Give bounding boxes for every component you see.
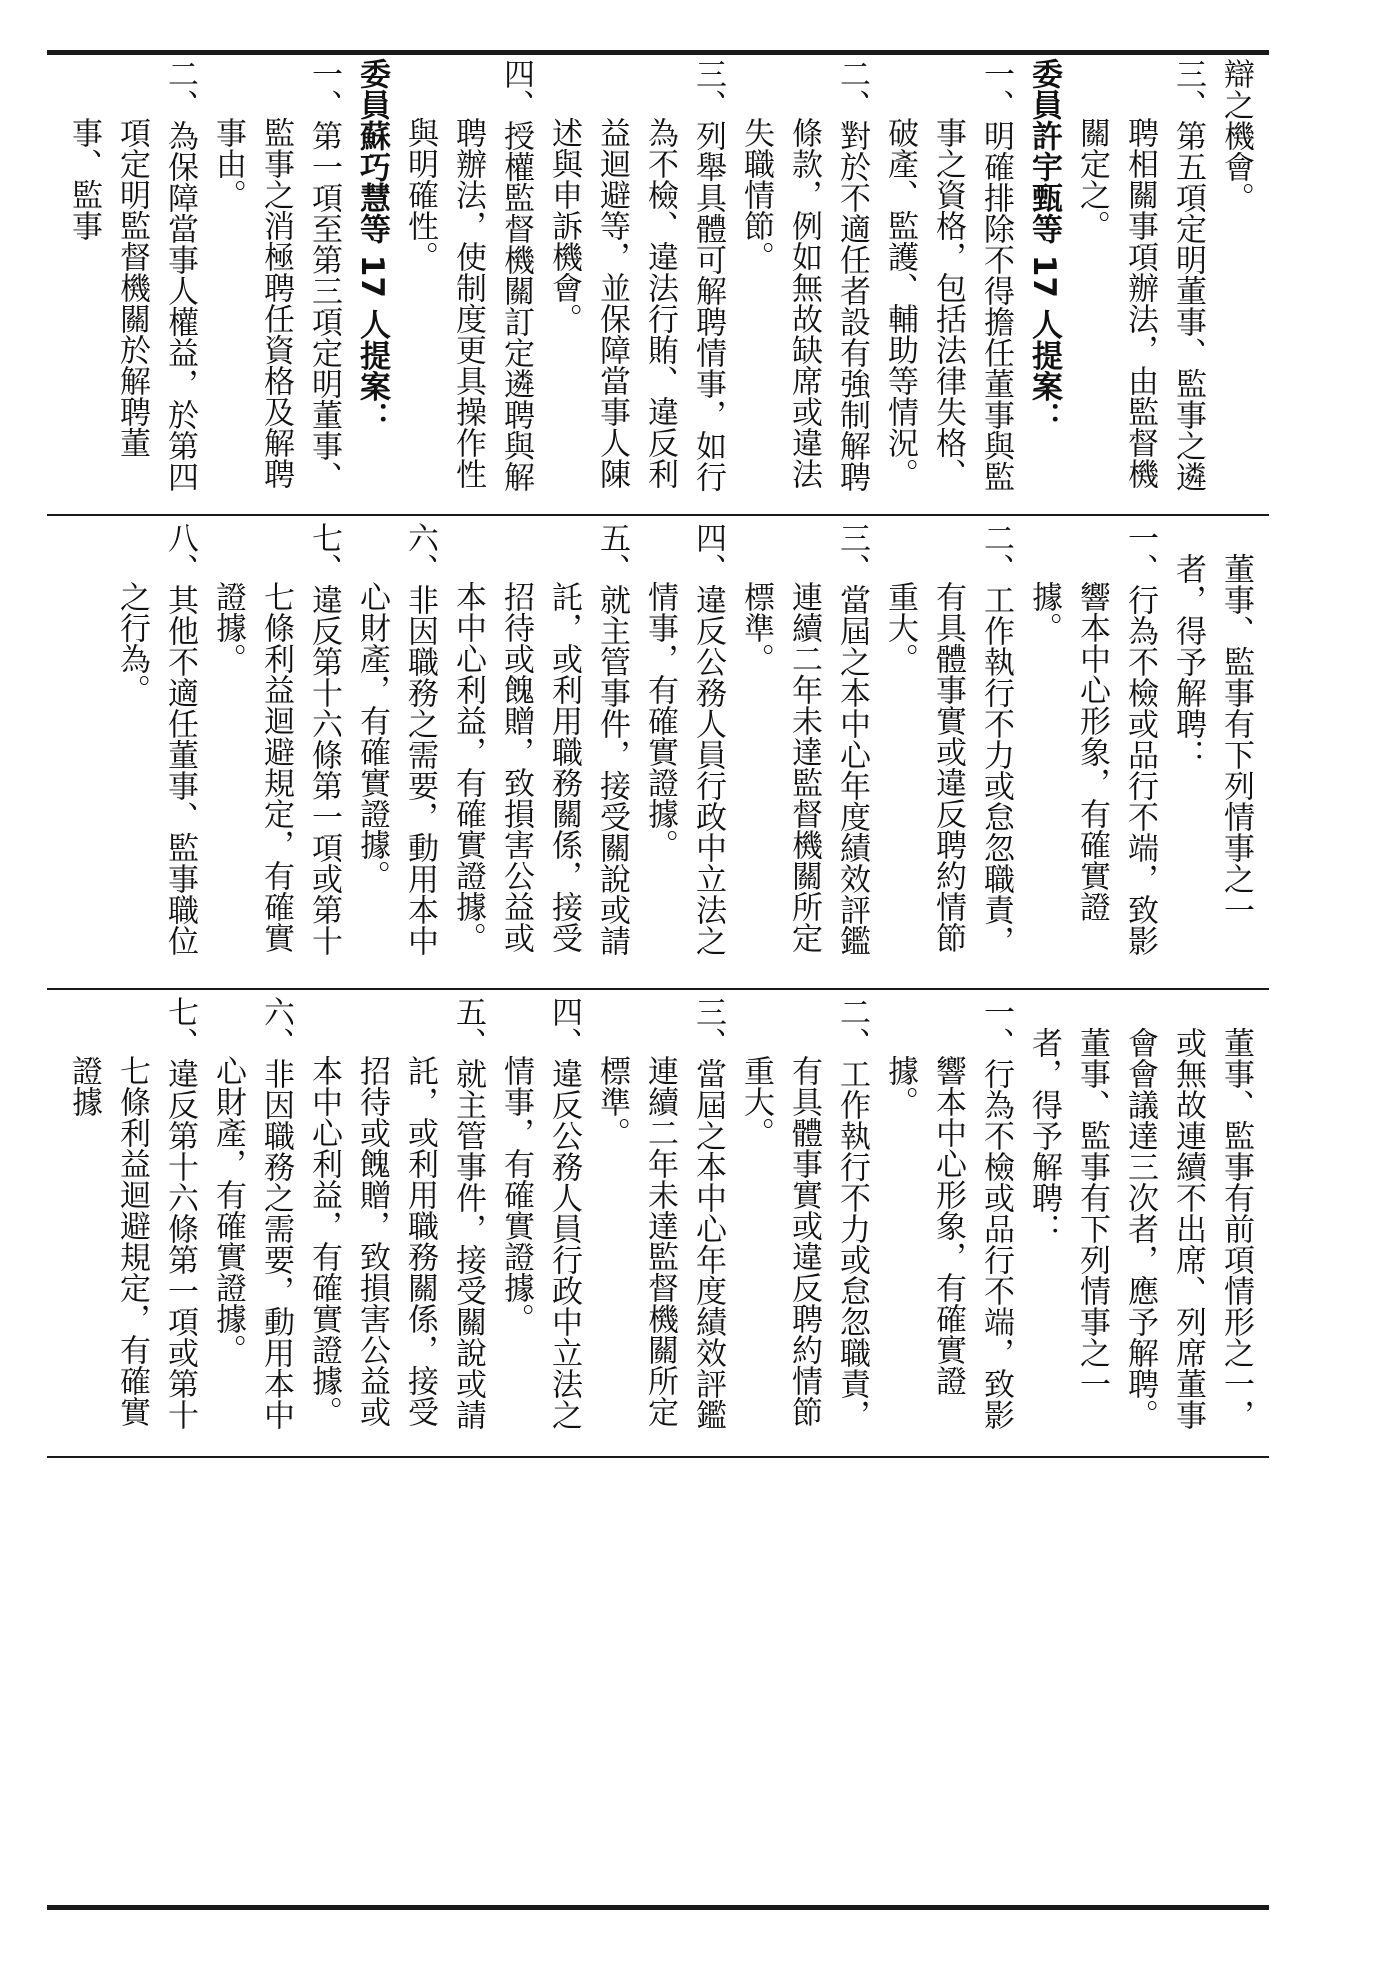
paragraph: 一、第一項至第三項定明董事、監事之消極聘任資格及解聘事由。: [210, 58, 342, 492]
paragraph: 二、工作執行不力或怠忽職責，有具體事實或違反聘約情節重大。: [738, 996, 870, 1430]
paragraph: 三、當屆之本中心年度績效評鑑連續二年未達監督機關所定標準。: [738, 522, 870, 956]
paragraph: 一、行為不檢或品行不端，致影響本中心形象，有確實證據。: [1026, 522, 1158, 956]
paragraph: 辯之機會。: [1218, 58, 1254, 213]
paragraph: 三、列舉具體可解聘情事，如行為不檢、違法行賄、違反利益迴避等，並保障當事人陳述與申訴機會。: [546, 58, 726, 492]
paragraph: 三、當屆之本中心年度績效評鑑連續二年未達監督機關所定標準。: [594, 996, 726, 1430]
paragraph: 四、違反公務人員行政中立法之情事，有確實證據。: [642, 522, 726, 956]
paragraph: 六、非因職務之需要，動用本中心財產，有確實證據。: [210, 996, 294, 1430]
paragraph: 董事、監事有前項情形之一，或無故連續不出席、列席董事會會議達三次者，應予解聘。: [1122, 1027, 1254, 1430]
bottom-rule: [47, 1905, 1269, 1910]
paragraph: 六、非因職務之需要，動用本中心財產，有確實證據。: [354, 522, 438, 956]
paragraph: 四、違反公務人員行政中立法之情事，有確實證據。: [498, 996, 582, 1430]
paragraph: 二、對於不適任者設有強制解聘條款，例如無故缺席或違法失職情節。: [738, 58, 870, 492]
column-divider-1: [47, 514, 1269, 516]
paragraph: 一、行為不檢或品行不端，致影響本中心形象，有確實證據。: [882, 996, 1014, 1430]
paragraph: 二、工作執行不力或怠忽職責，有具體事實或違反聘約情節重大。: [882, 522, 1014, 956]
proposal-heading: 委員蘇巧慧等 17 人提案：: [354, 58, 390, 433]
paragraph: 四、授權監督機關訂定遴聘與解聘辦法，使制度更具操作性與明確性。: [402, 58, 534, 492]
proposed-article-column: [60, 522, 1260, 982]
top-rule: [47, 50, 1269, 55]
paragraph: 五、就主管事件，接受關說或請託，或利用職務關係，接受招待或餽贈，致損害公益或本中心利益，有確實證據。: [450, 522, 630, 956]
proposal-explanation-column: [60, 58, 1260, 508]
existing-article-column: [60, 996, 1260, 1451]
paragraph: 董事、監事有下列情事之一者，得予解聘：: [1026, 1027, 1110, 1399]
paragraph: 五、就主管事件，接受關說或請託，或利用職務關係，接受招待或餽贈，致損害公益或本中心利益，有確實證據。: [306, 996, 486, 1430]
column-divider-2: [47, 988, 1269, 990]
paragraph: 七、違反第十六條第一項或第十七條利益迴避規定，有確實證據。: [210, 522, 342, 956]
paragraph: 董事、監事有下列情事之一者，得予解聘：: [1170, 553, 1254, 925]
column-divider-3: [47, 1456, 1269, 1458]
paragraph: 二、為保障當事人權益，於第四項定明監督機關於解聘董事、監事: [66, 58, 198, 492]
paragraph: 三、第五項定明董事、監事之遴聘相關事項辦法，由監督機關定之。: [1074, 58, 1206, 492]
paragraph: 一、明確排除不得擔任董事與監事之資格，包括法律失格、破產、監護、輔助等情況。: [882, 58, 1014, 492]
paragraph: 七、違反第十六條第一項或第十七條利益迴避規定，有確實證據: [66, 996, 198, 1430]
proposal-heading: 委員許宇甄等 17 人提案：: [1026, 58, 1062, 433]
paragraph: 八、其他不適任董事、監事職位之行為。: [114, 522, 198, 956]
